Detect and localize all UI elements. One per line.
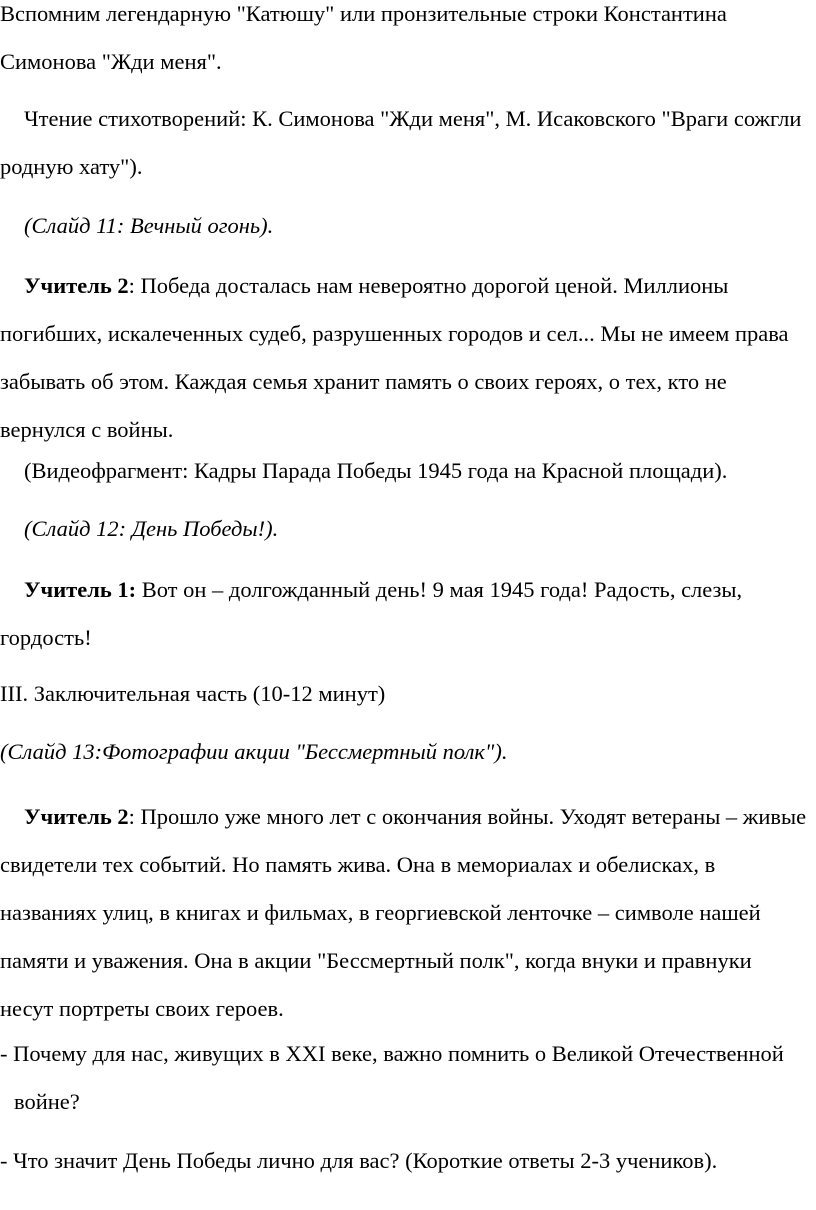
slide-note-13 xyxy=(0,728,810,776)
paragraph-intro: Вспомним легендарную "Катюшу" или пронзительные строки Константина Симонова "Жди меня". xyxy=(0,1,727,74)
paragraph-teacher-2-victory xyxy=(0,262,810,454)
video-fragment-note: (Видеофрагмент: Кадры Парада Победы 1945 года на Красной площади). xyxy=(24,458,728,483)
slide-note-12 xyxy=(0,505,810,553)
speech-text: Вот он – долгожданный день! 9 мая 1945 года! Радость, слезы, гордость! xyxy=(0,577,743,650)
speaker-label: Учитель 2 xyxy=(24,804,129,829)
paragraph-poem-reading: Чтение стихотворений: К. Симонова "Жди меня", М. Исаковского "Враги сожгли родную хату"). xyxy=(0,106,802,179)
paragraph-teacher-1-victory-day xyxy=(0,566,810,662)
slide-note-11-text: (Слайд 11: Вечный огонь). xyxy=(24,213,274,238)
paragraph-teacher-2-memory xyxy=(0,793,810,1033)
slide-note-12-text: (Слайд 12: День Победы!). xyxy=(24,516,279,541)
speaker-label: Учитель 1: xyxy=(24,577,137,602)
question-1: - Почему для нас, живущих в XXI веке, важно помнить о Великой Отечественной войне? xyxy=(0,1041,784,1114)
section-heading-final-part: III. Заключительная часть (10-12 минут) xyxy=(0,681,386,706)
slide-note-11 xyxy=(0,202,810,250)
speaker-label: Учитель 2 xyxy=(24,273,129,298)
question-2: - Что значит День Победы лично для вас? (Короткие ответы 2-3 учеников). xyxy=(0,1148,718,1173)
speech-text: : Победа досталась нам невероятно дорогой ценой. Миллионы погибших, искалеченных судеб, разрушенных городов и сел... Мы не имеем права забывать об этом. Каждая семья хранит память о своих героях, о тех, кто не вернулся с войны. xyxy=(0,273,789,442)
speech-text: : Прошло уже много лет с окончания войны. Уходят ветераны – живые свидетели тех событий. Но память жива. Она в мемориалах и обелисках, в названиях улиц, в книгах и фильмах, в георгиевской ленточке – символе нашей памяти и уважения. Она в акции "Бессмертный полк", когда внуки и правнуки несут портреты своих героев. xyxy=(0,804,807,1021)
slide-note-13-text: (Слайд 13:Фотографии акции "Бессмертный полк"). xyxy=(0,739,508,764)
